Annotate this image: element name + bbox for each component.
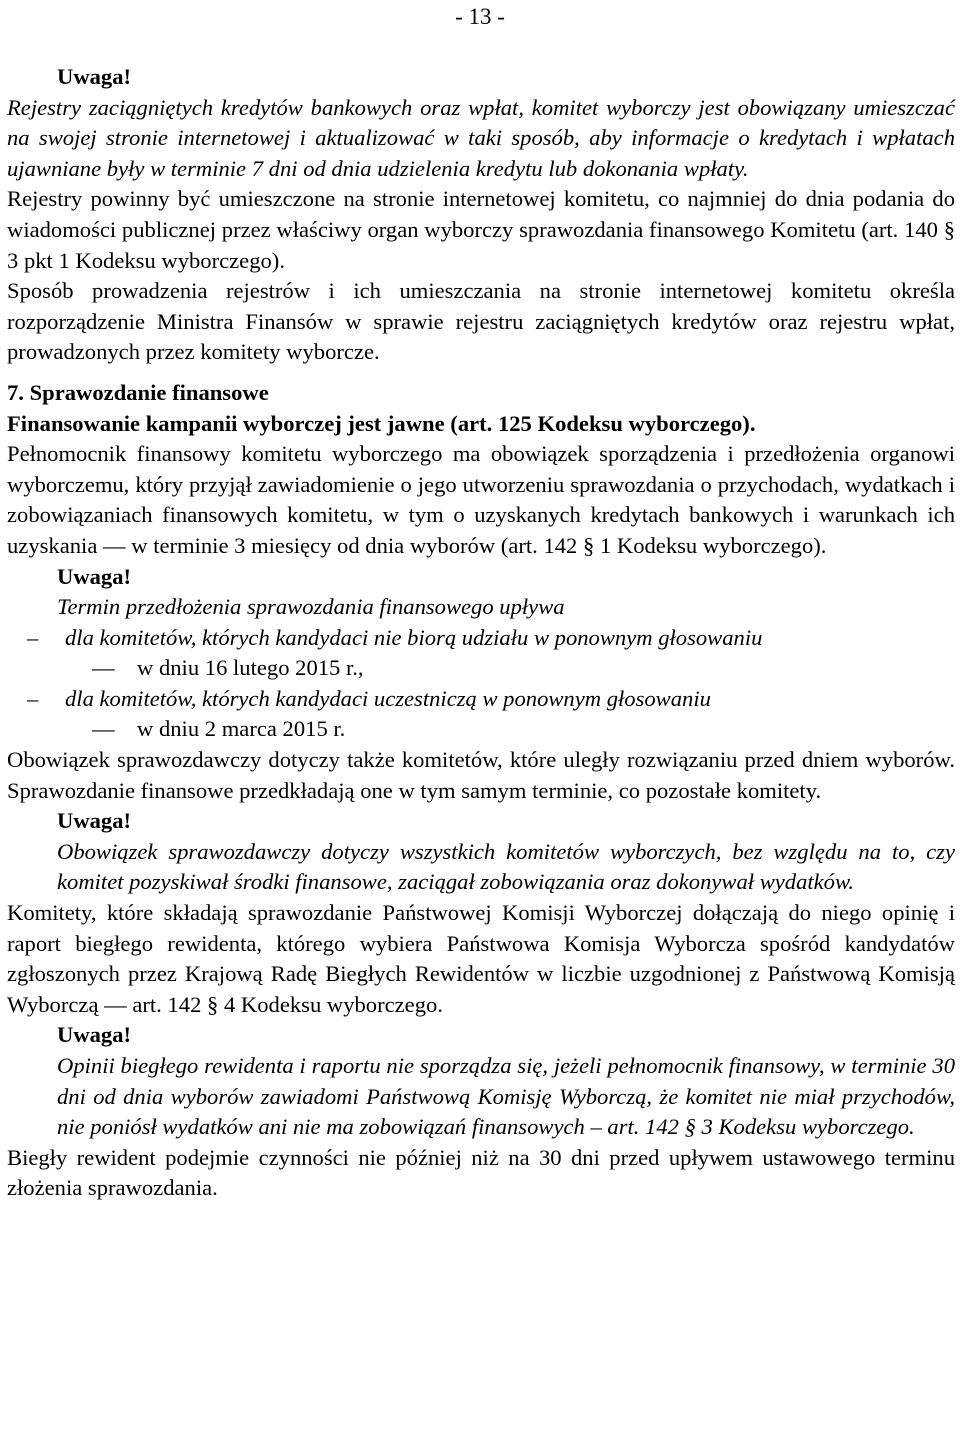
- note-heading: Uwaga!: [57, 563, 132, 589]
- section-heading: 7. Sprawozdanie finansowe: [7, 379, 269, 405]
- dash-marker: –: [27, 624, 39, 650]
- note-heading: Uwaga!: [57, 808, 132, 834]
- paragraph-registers-website: Rejestry powinny być umieszczone na stronie internetowej komitetu, co najmniej do dnia podania do wiadomości publicznej przez właściwy organ wyborczy sprawozdania finansowego Komitetu (art. 140 § 3 pkt 1 Kodeksu wyborczego).: [7, 186, 955, 273]
- note-auditor-exemption: Opinii biegłego rewidenta i raportu nie sporządza się, jeżeli pełnomocnik finansowy, w terminie 30 dni od dnia wyborów zawiadomi Państwową Komisję Wyborczą, że komitet nie miał przychodów, nie poniósł wydatków ani nie ma zobowiązań finansowych – art. 142 § 3 Kodeksu wyborczego.: [57, 1053, 955, 1140]
- note-reporting-obligation: Obowiązek sprawozdawczy dotyczy wszystkich komitetów wyborczych, bez względu na to, czy komitet pozyskiwał środki finansowe, zaciągał zobowiązania oraz dokonywał wydatków.: [57, 838, 955, 895]
- section-subheading: Finansowanie kampanii wyborczej jest jawne (art. 125 Kodeksu wyborczego).: [7, 410, 756, 436]
- deadline-item: [27, 684, 955, 715]
- note-heading: Uwaga!: [57, 64, 132, 89]
- paragraph-financial-agent: Pełnomocnik finansowy komitetu wyborczego ma obowiązek sporządzenia i przedłożenia organowi wyborczemu, który przyjął zawiadomienie o jego utworzeniu sprawozdania o przychodach, wydatkach i zobowiązaniach finansowych komitetu, w tym o uzyskanych kredytach bankowych i warunkach ich uzyskania — w terminie 3 miesięcy od dnia wyborów (art. 142 § 1 Kodeksu wyborczego).: [7, 441, 955, 558]
- note-deadline-lead: Termin przedłożenia sprawozdania finansowego upływa: [57, 594, 565, 620]
- dash-marker: —: [92, 655, 115, 681]
- deadline-item-text: dla komitetów, których kandydaci nie biorą udziału w ponownym głosowaniu: [65, 624, 763, 650]
- deadline-date: [92, 653, 955, 684]
- note-registers-text: Rejestry zaciągniętych kredytów bankowych oraz wpłat, komitet wyborczy jest obowiązany umieszczać na swojej stronie internetowej i aktualizować w taki sposób, aby informacje o kredytach i wpłatach ujawniane były w terminie 7 dni od dnia udzielenia kredytu lub dokonania wpłaty.: [7, 94, 955, 181]
- deadline-item: [27, 623, 955, 654]
- note-heading: Uwaga!: [57, 1022, 132, 1048]
- page-number: - 13 -: [455, 4, 505, 29]
- deadline-date-text: w dniu 2 marca 2015 r.: [137, 716, 346, 742]
- page-content: [7, 62, 955, 1204]
- paragraph-auditor-opinion: Komitety, które składają sprawozdanie Państwowej Komisji Wyborczej dołączają do niego opinię i raport biegłego rewidenta, którego wybiera Państwowa Komisja Wyborcza spośród kandydatów zgłoszonych przez Krajową Radę Biegłych Rewidentów w liczbie uzgodnionej z Państwową Komisją Wyborczą — art. 142 § 4 Kodeksu wyborczego.: [7, 900, 955, 1017]
- deadline-item-text: dla komitetów, których kandydaci uczestniczą w ponownym głosowaniu: [65, 685, 711, 711]
- paragraph-auditor-timing: Biegły rewident podejmie czynności nie później niż na 30 dni przed upływem ustawowego terminu złożenia sprawozdania.: [7, 1144, 955, 1201]
- paragraph-registers-regulation: Sposób prowadzenia rejestrów i ich umieszczania na stronie internetowej komitetu określa rozporządzenie Ministra Finansów w sprawie rejestru zaciągniętych kredytów oraz rejestru wpłat, prowadzonych przez komitety wyborcze.: [7, 278, 955, 365]
- dash-marker: —: [92, 716, 115, 742]
- dash-marker: –: [27, 685, 39, 711]
- paragraph-dissolved-committees: Obowiązek sprawozdawczy dotyczy także komitetów, które uległy rozwiązaniu przed dniem wyborów. Sprawozdanie finansowe przedkładają one w tym samym terminie, co pozostałe komitety.: [7, 747, 955, 803]
- deadline-date: [92, 714, 955, 745]
- deadline-date-text: w dniu 16 lutego 2015 r.,: [137, 655, 364, 681]
